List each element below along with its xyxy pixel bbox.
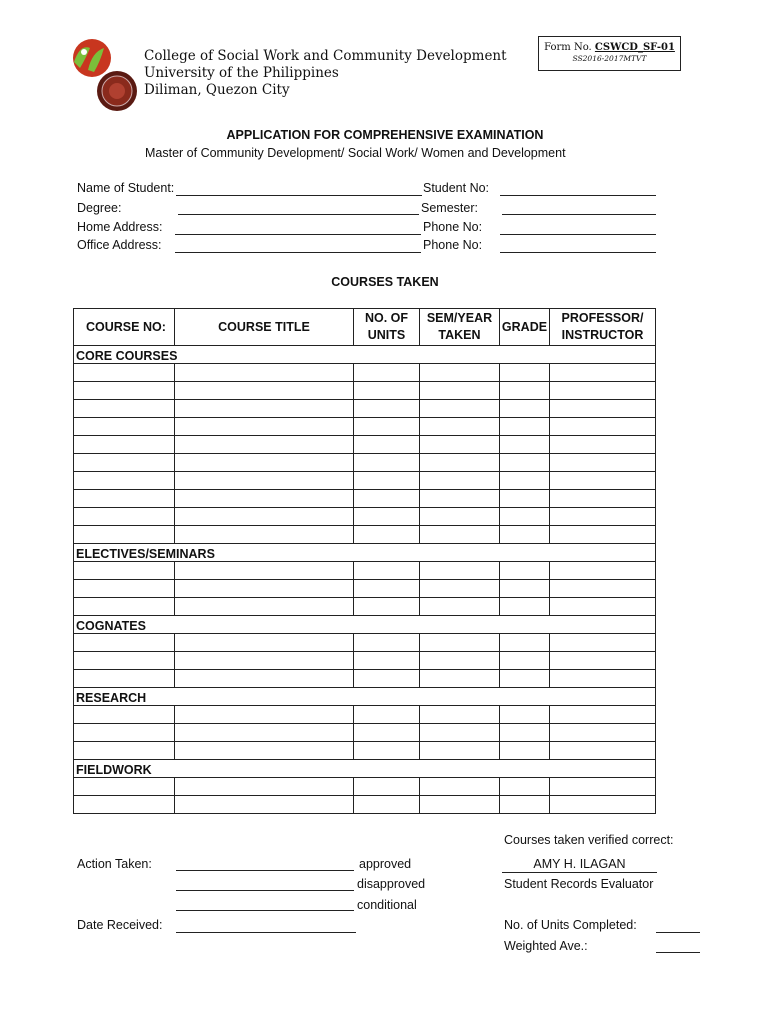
- category-row: [74, 616, 656, 634]
- table-cell[interactable]: [74, 436, 175, 454]
- table-cell[interactable]: [354, 490, 420, 508]
- table-row: [74, 598, 656, 616]
- table-cell[interactable]: [500, 436, 550, 454]
- table-cell[interactable]: [175, 436, 354, 454]
- table-cell[interactable]: [550, 652, 656, 670]
- table-cell[interactable]: [500, 724, 550, 742]
- degree-field[interactable]: [178, 214, 419, 215]
- table-cell[interactable]: [74, 418, 175, 436]
- table-cell[interactable]: [550, 670, 656, 688]
- form-code: SS2016-2017MTVT: [572, 54, 647, 63]
- table-cell[interactable]: [175, 652, 354, 670]
- header-units: NO. OF UNITS: [354, 309, 420, 346]
- table-cell[interactable]: [175, 562, 354, 580]
- table-cell[interactable]: [354, 526, 420, 544]
- disapproved-label: disapproved: [357, 877, 426, 891]
- table-cell[interactable]: [500, 670, 550, 688]
- table-cell[interactable]: [175, 382, 354, 400]
- table-cell[interactable]: [354, 562, 420, 580]
- category-row: [74, 760, 656, 778]
- courses-table: [73, 308, 656, 814]
- table-cell[interactable]: [420, 490, 500, 508]
- table-row: [74, 364, 656, 382]
- approved-line[interactable]: [176, 870, 354, 871]
- home-address-label: Home Address:: [77, 220, 163, 234]
- table-cell[interactable]: [175, 490, 354, 508]
- table-cell[interactable]: [74, 580, 175, 598]
- table-cell[interactable]: [420, 742, 500, 760]
- table-cell[interactable]: [354, 508, 420, 526]
- table-cell[interactable]: [550, 436, 656, 454]
- table-cell[interactable]: [500, 400, 550, 418]
- table-cell[interactable]: [500, 454, 550, 472]
- date-received-label: Date Received:: [77, 918, 163, 932]
- table-cell[interactable]: [354, 364, 420, 382]
- conditional-line[interactable]: [176, 910, 354, 911]
- action-taken-label: Action Taken:: [77, 857, 152, 871]
- table-cell[interactable]: [420, 706, 500, 724]
- table-cell[interactable]: [175, 508, 354, 526]
- table-cell[interactable]: [354, 634, 420, 652]
- table-cell[interactable]: [550, 724, 656, 742]
- table-cell[interactable]: [420, 562, 500, 580]
- table-cell[interactable]: [354, 796, 420, 814]
- table-cell[interactable]: [500, 562, 550, 580]
- table-cell[interactable]: [500, 580, 550, 598]
- table-cell[interactable]: [500, 472, 550, 490]
- table-cell[interactable]: [550, 634, 656, 652]
- form-subtitle: Master of Community Development/ Social Work/ Women and Development: [145, 146, 566, 160]
- table-cell[interactable]: [550, 418, 656, 436]
- table-cell[interactable]: [175, 778, 354, 796]
- table-cell[interactable]: [175, 724, 354, 742]
- table-cell[interactable]: [420, 436, 500, 454]
- table-cell[interactable]: [550, 706, 656, 724]
- table-row: [74, 706, 656, 724]
- table-cell[interactable]: [175, 634, 354, 652]
- form-no-label: Form No.: [544, 42, 592, 53]
- table-cell[interactable]: [354, 418, 420, 436]
- table-cell[interactable]: [175, 580, 354, 598]
- table-cell[interactable]: [74, 472, 175, 490]
- semester-field[interactable]: [502, 214, 656, 215]
- table-cell[interactable]: [500, 796, 550, 814]
- evaluator-title: Student Records Evaluator: [504, 877, 654, 891]
- table-cell[interactable]: [354, 436, 420, 454]
- table-cell[interactable]: [500, 778, 550, 796]
- table-cell[interactable]: [550, 742, 656, 760]
- table-cell[interactable]: [74, 508, 175, 526]
- table-cell[interactable]: [500, 598, 550, 616]
- table-cell[interactable]: [175, 796, 354, 814]
- category-label: CORE COURSES: [74, 346, 656, 364]
- table-cell[interactable]: [420, 364, 500, 382]
- table-cell[interactable]: [175, 400, 354, 418]
- table-cell[interactable]: [74, 562, 175, 580]
- table-cell[interactable]: [500, 706, 550, 724]
- table-cell[interactable]: [175, 598, 354, 616]
- table-cell[interactable]: [420, 634, 500, 652]
- name-field[interactable]: [176, 195, 422, 196]
- college-name: College of Social Work and Community Development: [144, 48, 507, 64]
- table-cell[interactable]: [420, 580, 500, 598]
- table-cell[interactable]: [354, 778, 420, 796]
- degree-label: Degree:: [77, 201, 122, 215]
- date-received-field[interactable]: [176, 932, 356, 933]
- table-cell[interactable]: [354, 454, 420, 472]
- table-cell[interactable]: [74, 706, 175, 724]
- student-no-field[interactable]: [500, 195, 656, 196]
- table-cell[interactable]: [420, 652, 500, 670]
- header-grade: GRADE: [500, 309, 550, 346]
- table-cell[interactable]: [175, 454, 354, 472]
- table-cell[interactable]: [354, 670, 420, 688]
- table-cell[interactable]: [175, 472, 354, 490]
- university-seal: [96, 70, 138, 112]
- table-cell[interactable]: [354, 652, 420, 670]
- table-row: [74, 670, 656, 688]
- table-cell[interactable]: [175, 364, 354, 382]
- table-cell[interactable]: [354, 706, 420, 724]
- header-sem-year: SEM/YEAR TAKEN: [420, 309, 500, 346]
- table-cell[interactable]: [354, 742, 420, 760]
- table-cell[interactable]: [74, 364, 175, 382]
- table-cell[interactable]: [74, 598, 175, 616]
- approved-label: approved: [359, 857, 412, 871]
- table-row: [74, 436, 656, 454]
- table-row: [74, 454, 656, 472]
- table-cell[interactable]: [550, 562, 656, 580]
- table-cell[interactable]: [420, 472, 500, 490]
- verified-label: Courses taken verified correct:: [504, 833, 674, 847]
- units-completed-field[interactable]: [656, 932, 700, 933]
- table-cell[interactable]: [500, 490, 550, 508]
- table-row: [74, 724, 656, 742]
- office-address-field[interactable]: [175, 252, 421, 253]
- table-cell[interactable]: [74, 778, 175, 796]
- table-cell[interactable]: [420, 382, 500, 400]
- table-cell[interactable]: [74, 670, 175, 688]
- table-cell[interactable]: [74, 400, 175, 418]
- table-row: [74, 634, 656, 652]
- table-row: [74, 508, 656, 526]
- table-cell[interactable]: [420, 724, 500, 742]
- table-cell[interactable]: [420, 454, 500, 472]
- table-row: [74, 742, 656, 760]
- form-number-box: [538, 36, 681, 71]
- table-cell[interactable]: [74, 634, 175, 652]
- header-course-title: COURSE TITLE: [175, 309, 354, 346]
- table-row: [74, 490, 656, 508]
- table-cell[interactable]: [500, 508, 550, 526]
- student-no-label: Student No:: [423, 181, 490, 195]
- table-cell[interactable]: [74, 526, 175, 544]
- courses-taken-title: COURSES TAKEN: [331, 275, 439, 289]
- category-label: RESEARCH: [74, 688, 656, 706]
- table-cell[interactable]: [354, 382, 420, 400]
- home-phone-field[interactable]: [500, 234, 656, 235]
- table-cell[interactable]: [420, 778, 500, 796]
- table-cell[interactable]: [550, 382, 656, 400]
- office-phone-label: Phone No:: [423, 238, 483, 252]
- units-completed-label: No. of Units Completed:: [504, 918, 637, 932]
- table-cell[interactable]: [354, 598, 420, 616]
- name-label: Name of Student:: [77, 181, 175, 195]
- campus-location: Diliman, Quezon City: [144, 82, 290, 98]
- table-cell[interactable]: [420, 526, 500, 544]
- table-cell[interactable]: [500, 418, 550, 436]
- table-cell[interactable]: [354, 580, 420, 598]
- category-label: COGNATES: [74, 616, 656, 634]
- table-row: [74, 400, 656, 418]
- weighted-ave-label: Weighted Ave.:: [504, 939, 588, 953]
- table-cell[interactable]: [74, 490, 175, 508]
- table-cell[interactable]: [420, 508, 500, 526]
- office-phone-field[interactable]: [500, 252, 656, 253]
- table-cell[interactable]: [74, 382, 175, 400]
- table-cell[interactable]: [550, 508, 656, 526]
- table-cell[interactable]: [500, 634, 550, 652]
- table-cell[interactable]: [175, 526, 354, 544]
- table-cell[interactable]: [175, 706, 354, 724]
- table-header-row: [74, 309, 656, 346]
- table-cell[interactable]: [175, 742, 354, 760]
- table-cell[interactable]: [550, 778, 656, 796]
- table-cell[interactable]: [354, 400, 420, 418]
- table-cell[interactable]: [550, 400, 656, 418]
- table-cell[interactable]: [500, 364, 550, 382]
- table-cell[interactable]: [74, 742, 175, 760]
- table-row: [74, 562, 656, 580]
- table-cell[interactable]: [420, 796, 500, 814]
- weighted-ave-field[interactable]: [656, 952, 700, 953]
- table-cell[interactable]: [550, 580, 656, 598]
- institution-header: [144, 48, 507, 99]
- header-course-no: COURSE NO:: [74, 309, 175, 346]
- category-row: [74, 544, 656, 562]
- form-no-value: CSWCD_SF-01: [594, 42, 675, 53]
- category-row: [74, 688, 656, 706]
- home-phone-label: Phone No:: [423, 220, 483, 234]
- table-row: [74, 796, 656, 814]
- table-cell[interactable]: [500, 742, 550, 760]
- table-row: [74, 526, 656, 544]
- category-label: FIELDWORK: [74, 760, 656, 778]
- table-row: [74, 382, 656, 400]
- table-cell[interactable]: [354, 472, 420, 490]
- table-cell[interactable]: [500, 382, 550, 400]
- table-cell[interactable]: [74, 796, 175, 814]
- table-cell[interactable]: [420, 670, 500, 688]
- header-professor: PROFESSOR/ INSTRUCTOR: [550, 309, 656, 346]
- office-address-label: Office Address:: [77, 238, 162, 252]
- table-cell[interactable]: [550, 490, 656, 508]
- conditional-label: conditional: [357, 898, 417, 912]
- table-cell[interactable]: [550, 526, 656, 544]
- table-row: [74, 418, 656, 436]
- table-cell[interactable]: [354, 724, 420, 742]
- table-cell[interactable]: [550, 598, 656, 616]
- table-cell[interactable]: [550, 472, 656, 490]
- category-label: ELECTIVES/SEMINARS: [74, 544, 656, 562]
- disapproved-line[interactable]: [176, 890, 354, 891]
- table-cell[interactable]: [74, 454, 175, 472]
- home-address-field[interactable]: [175, 234, 421, 235]
- table-cell[interactable]: [175, 670, 354, 688]
- university-name: University of the Philippines: [144, 65, 339, 81]
- table-cell[interactable]: [175, 418, 354, 436]
- table-cell[interactable]: [550, 454, 656, 472]
- table-cell[interactable]: [550, 364, 656, 382]
- table-cell[interactable]: [74, 724, 175, 742]
- evaluator-name: AMY H. ILAGAN: [502, 857, 657, 873]
- table-cell[interactable]: [420, 400, 500, 418]
- category-row: [74, 346, 656, 364]
- table-cell[interactable]: [550, 796, 656, 814]
- table-cell[interactable]: [420, 598, 500, 616]
- table-row: [74, 580, 656, 598]
- table-row: [74, 652, 656, 670]
- table-row: [74, 778, 656, 796]
- table-cell[interactable]: [420, 418, 500, 436]
- table-cell[interactable]: [500, 526, 550, 544]
- table-cell[interactable]: [500, 652, 550, 670]
- table-row: [74, 472, 656, 490]
- semester-label: Semester:: [421, 201, 478, 215]
- form-title: APPLICATION FOR COMPREHENSIVE EXAMINATION: [226, 128, 544, 142]
- table-cell[interactable]: [74, 652, 175, 670]
